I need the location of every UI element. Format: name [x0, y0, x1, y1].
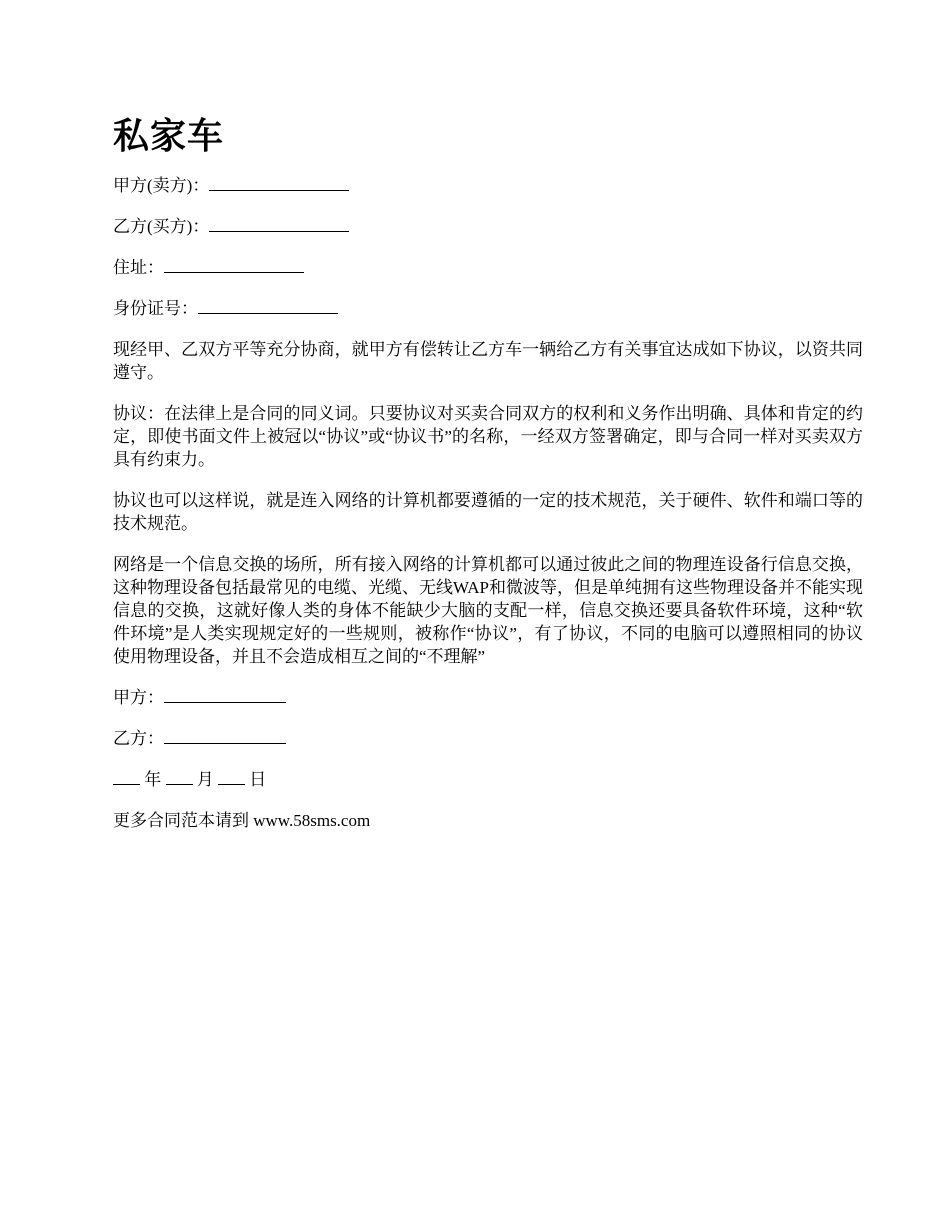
contract-page	[113, 112, 863, 850]
year-label: 年	[144, 770, 162, 789]
party-a-seller-blank	[209, 174, 349, 191]
signature-party-a	[113, 686, 863, 709]
signature-party-a-label: 甲方：	[113, 688, 164, 707]
address-field	[113, 256, 863, 279]
paragraph-intro: 现经甲、乙双方平等充分协商，就甲方有偿转让乙方车一辆给乙方有关事宜达成如下协议，以资共同遵守。	[113, 340, 863, 382]
party-b-buyer-label: 乙方(买方)：	[113, 217, 210, 236]
date-line	[113, 768, 863, 791]
signature-party-a-blank	[164, 686, 286, 703]
paragraph-protocol: 协议也可以这样说，就是连入网络的计算机都要遵循的一定的技术规范，关于硬件、软件和端口等的技术规范。	[113, 491, 863, 533]
footer-note: 更多合同范本请到 www.58sms.com	[113, 811, 371, 830]
month-blank	[166, 768, 193, 785]
paragraph-agreement-definition: 协议：在法律上是合同的同义词。只要协议对买卖合同双方的权利和义务作出明确、具体和肯定的约定，即使书面文件上被冠以“协议”或“协议书”的名称，一经双方签署确定，即与合同一样对买卖双方具有约束力。	[113, 404, 863, 469]
year-blank	[113, 768, 140, 785]
day-label: 日	[249, 770, 267, 789]
paragraph-network: 网络是一个信息交换的场所，所有接入网络的计算机都可以通过彼此之间的物理连设备行信息交换，这种物理设备包括最常见的电缆、光缆、无线WAP和微波等，但是单纯拥有这些物理设备并不能实现信息的交换，这就好像人类的身体不能缺少大脑的支配一样，信息交换还要具备软件环境，这种“软件环境”是人类实现规定好的一些规则，被称作“协议”，有了协议，不同的电脑可以遵照相同的协议使用物理设备，并且不会造成相互之间的“不理解”	[113, 555, 863, 666]
id-number-blank	[198, 297, 338, 314]
party-b-buyer-blank	[209, 215, 349, 232]
signature-party-b-blank	[164, 727, 286, 744]
address-blank	[164, 256, 304, 273]
signature-party-b	[113, 727, 863, 750]
signature-party-b-label: 乙方：	[113, 729, 164, 748]
party-a-seller-field	[113, 174, 863, 197]
id-number-field	[113, 297, 863, 320]
address-label: 住址：	[113, 258, 164, 277]
month-label: 月	[196, 770, 214, 789]
party-a-seller-label: 甲方(卖方)：	[113, 176, 210, 195]
id-number-label: 身份证号：	[113, 299, 198, 318]
day-blank	[218, 768, 245, 785]
party-b-buyer-field	[113, 215, 863, 238]
document-title: 私家车	[113, 116, 225, 156]
